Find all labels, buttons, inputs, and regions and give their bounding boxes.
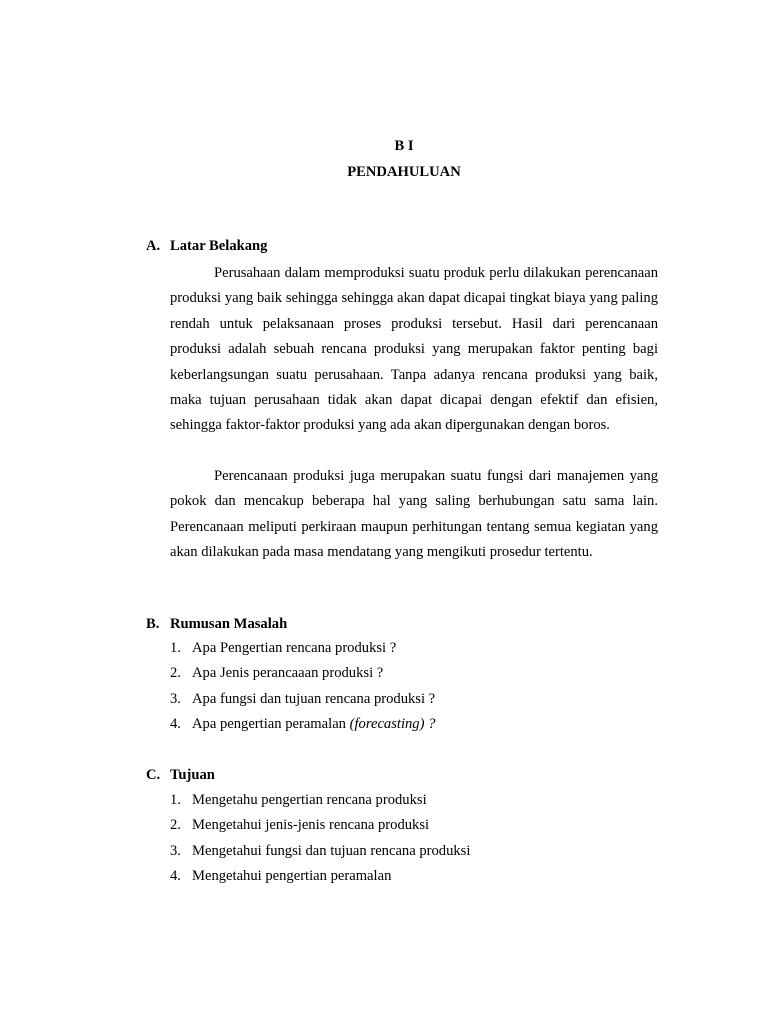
list-text-italic: (forecasting) ? [349, 716, 436, 733]
list-text: Apa fungsi dan tujuan rencana produksi ? [192, 690, 436, 707]
list-item [170, 813, 470, 838]
list-text: Apa Pengertian rencana produksi ? [192, 640, 397, 656]
section-c-heading [146, 767, 215, 784]
list-text: Apa pengertian peramalan [192, 716, 350, 733]
list-text: Mengetahui jenis-jenis rencana produksi [192, 817, 430, 834]
list-number: 1. [170, 792, 181, 808]
list-text: Apa Jenis perancaaan produksi ? [192, 665, 384, 682]
section-a-paragraph-2: Perencanaan produksi juga merupakan suatu fungsi dari manajemen yang pokok dan mencakup beberapa hal yang saling berhubungan satu sama lain. Perencanaan meliputi perkiraan maupun perhitungan tentang semua kegiatan yang akan dilakukan pada masa mendatang yang mengikuti prosedur tertentu. [170, 468, 658, 561]
section-b-heading [146, 616, 287, 633]
section-a-letter: A. [146, 238, 161, 254]
list-number: 2. [170, 817, 181, 834]
list-text: Mengetahu pengertian rencana produksi [192, 792, 427, 808]
list-number: 3. [170, 690, 181, 707]
problem-list [170, 636, 435, 738]
list-text: Mengetahui fungsi dan tujuan rencana produksi [192, 842, 471, 859]
section-a-heading [146, 238, 267, 255]
list-item [170, 687, 435, 712]
chapter-number: B I [394, 138, 414, 154]
list-item [170, 788, 470, 813]
list-item [170, 636, 435, 661]
list-number: 2. [170, 665, 181, 682]
section-b-letter: B. [146, 616, 160, 632]
list-number: 3. [170, 842, 181, 859]
section-a-paragraph-1: Perusahaan dalam memproduksi suatu produk perlu dilakukan perencanaan produksi yang baik sehingga sehingga akan dapat dicapai tingkat biaya yang paling rendah untuk pelaksanaan proses produksi tersebut. Hasil dari perencanaan produksi adalah sebuah rencana produksi yang merupakan faktor penting bagi keberlangsungan suatu perusahaan. Tanpa adanya rencana produksi yang baik, maka tujuan perusahaan tidak akan dapat dicapai dengan efektif dan efisien, sehingga faktor-faktor produksi yang ada akan dipergunakan dengan boros. [170, 265, 658, 434]
section-a-title: Latar Belakang [170, 238, 268, 254]
section-c-letter: C. [146, 767, 161, 783]
list-number: 1. [170, 640, 181, 656]
section-c-title: Tujuan [170, 767, 215, 783]
list-number: 4. [170, 868, 181, 885]
chapter-title: PENDAHULUAN [347, 164, 461, 180]
list-number: 4. [170, 716, 181, 733]
section-b-title: Rumusan Masalah [170, 616, 288, 632]
list-item [170, 661, 435, 686]
list-item [170, 712, 435, 737]
list-item [170, 864, 470, 889]
goal-list [170, 788, 470, 890]
list-text: Mengetahui pengertian peramalan [192, 868, 392, 885]
list-item [170, 839, 470, 864]
